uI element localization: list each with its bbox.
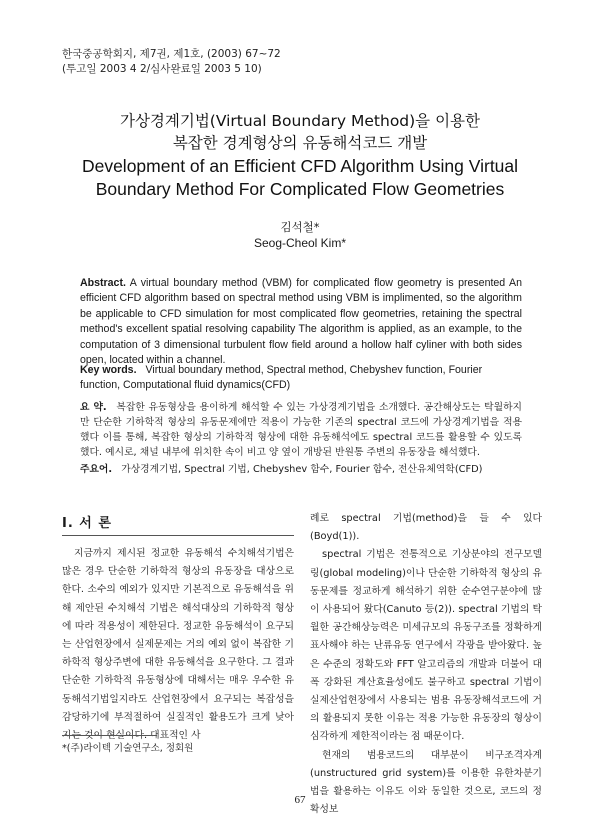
abstract-text: A virtual boundary method (VBM) for complicated flow geometry is presented An efficient CFD algorithm based on spectral method using VBM is implimented, so the algorithm be applicable to CFD simulation for most complicated flow geometries, retaining the spectral method's excellent spatial resolving capability The algorithm is applied, as an example, to the computation of 3 dimensional turbulent flow field around a hollow half cyliner with both sides open, located within a channel.: [80, 277, 523, 367]
english-title-line1: Development of an Efficient CFD Algorithm Using Virtual: [81, 156, 519, 176]
korean-title-line1: 가상경계기법(Virtual Boundary Method)을 이용한: [119, 112, 481, 130]
journal-citation: 한국중공학회지, 제7권, 제1호, (2003) 67~72: [62, 48, 281, 60]
korean-keywords-label: 주요어.: [80, 464, 113, 475]
korean-title: [0, 110, 600, 154]
footnote-divider: [62, 735, 157, 736]
korean-title-line2: 복잡한 경계형상의 유동해석코드 개발: [172, 134, 428, 152]
right-column: [310, 510, 542, 819]
left-paragraph: 지금까지 제시된 정교한 유동해석 수치해석기법은 많은 경우 단순한 기하학적 형상의 유동장을 대상으로 한다. 소수의 예외가 있지만 기본적으로 유동해석을 위해 제안된 수치해석 기법은 해석대상의 기하학적 형상에 따라 적용성이 제한된다. 정교한 유동해석이 요구되는 산업현장에서 실제문제는 거의 예외 없이 복잡한 기하학적 형상주변에 대한 유동해석을 요구한다. 그 결과 단순한 기하학적 유동형상에 대해서는 매우 우수한 유동해석기법일지라도 산업현장에서 요구되는 복잡성을 감당하기에 부적절하여 실질적인 활용도가 크게 낮아지는 것이 현실이다. 대표적인 사: [62, 548, 294, 742]
abstract: [80, 276, 522, 368]
korean-keywords-text: 가상경계기법, Spectral 기법, Chebyshev 함수, Fourier 함수, 전산유체역학(CFD): [121, 464, 483, 475]
summary-label: 요 약.: [80, 402, 107, 413]
english-title: [0, 155, 600, 201]
english-title-line2: Boundary Method For Complicated Flow Geometries: [95, 179, 505, 199]
journal-header: [62, 47, 281, 77]
right-paragraph: 현재의 범용코드의 대부분이 비구조격자계(unstructured grid system)를 이용한 유한차분기법을 활용하는 이유도 이와 동일한 것으로, 코드의 정확성보: [310, 749, 542, 816]
section-divider: [62, 535, 294, 536]
keywords-text: Virtual boundary method, Spectral method, Chebyshev function, Fourier function, Computational fluid dynamics(CFD): [80, 364, 483, 391]
right-paragraph: spectral 기법은 전통적으로 기상분야의 전구모델링(global modeling)이나 단순한 기하학적 형상의 유동문제를 정교하게 해석하기 위한 순수연구분야에 많이 사용되어 왔다(Canuto 등(2)). spectral 기법의 탁월한 공간해상능력은 미세규모의 유동구조를 정확하게 표사해야 하는 난류유동 연구에서 각광을 받아왔다. 높은 수준의 정확도와 FFT 알고리즘의 개발과 더불어 대폭 강화된 계산효율성에도 불구하고 spectral 기법이 실제산업현장에서 사용되는 범용 유동장해석코드에 거의 활용되지 못한 이유는 적용 가능한 유동장의 형상이 심각하게 제한적이라는 점 때문이다.: [310, 549, 542, 743]
korean-keywords: [80, 462, 522, 477]
left-column: [62, 545, 294, 745]
right-paragraph: 례로 spectral 기법(method)을 들 수 있다(Boyd(1)).: [310, 513, 542, 543]
keywords: [80, 363, 522, 393]
summary-text: 복잡한 유동형상을 용이하게 해석할 수 있는 가상경계기법을 소개했다. 공간해상도는 탁월하지만 단순한 기하학적 형상의 유동문제에만 적용이 가능한 기존의 spectral 코드에 가상경계기법을 적용했다 이를 통해, 복잡한 형상의 기하학적 형상에 대한 유동해석에도 spectral 코드를 활용할 수 있도록 했다. 예시로, 채널 내부에 위치한 속이 비고 양 옆이 개방된 반원통 주변의 유동장을 해석했다.: [80, 402, 523, 458]
received-dates: (투고일 2003 4 2/심사완료일 2003 5 10): [62, 63, 262, 75]
page-number: 67: [294, 794, 306, 806]
keywords-label: Key words.: [80, 364, 137, 376]
section-heading-introduction: I. 서 론: [62, 516, 112, 531]
author-english: Seog-Cheol Kim*: [253, 236, 347, 250]
abstract-label: Abstract.: [80, 277, 126, 289]
author-affiliation-footnote: *(주)라이텍 기술연구소, 정회원: [62, 743, 194, 754]
korean-summary: [80, 400, 522, 460]
author-korean: 김석철*: [280, 220, 320, 234]
